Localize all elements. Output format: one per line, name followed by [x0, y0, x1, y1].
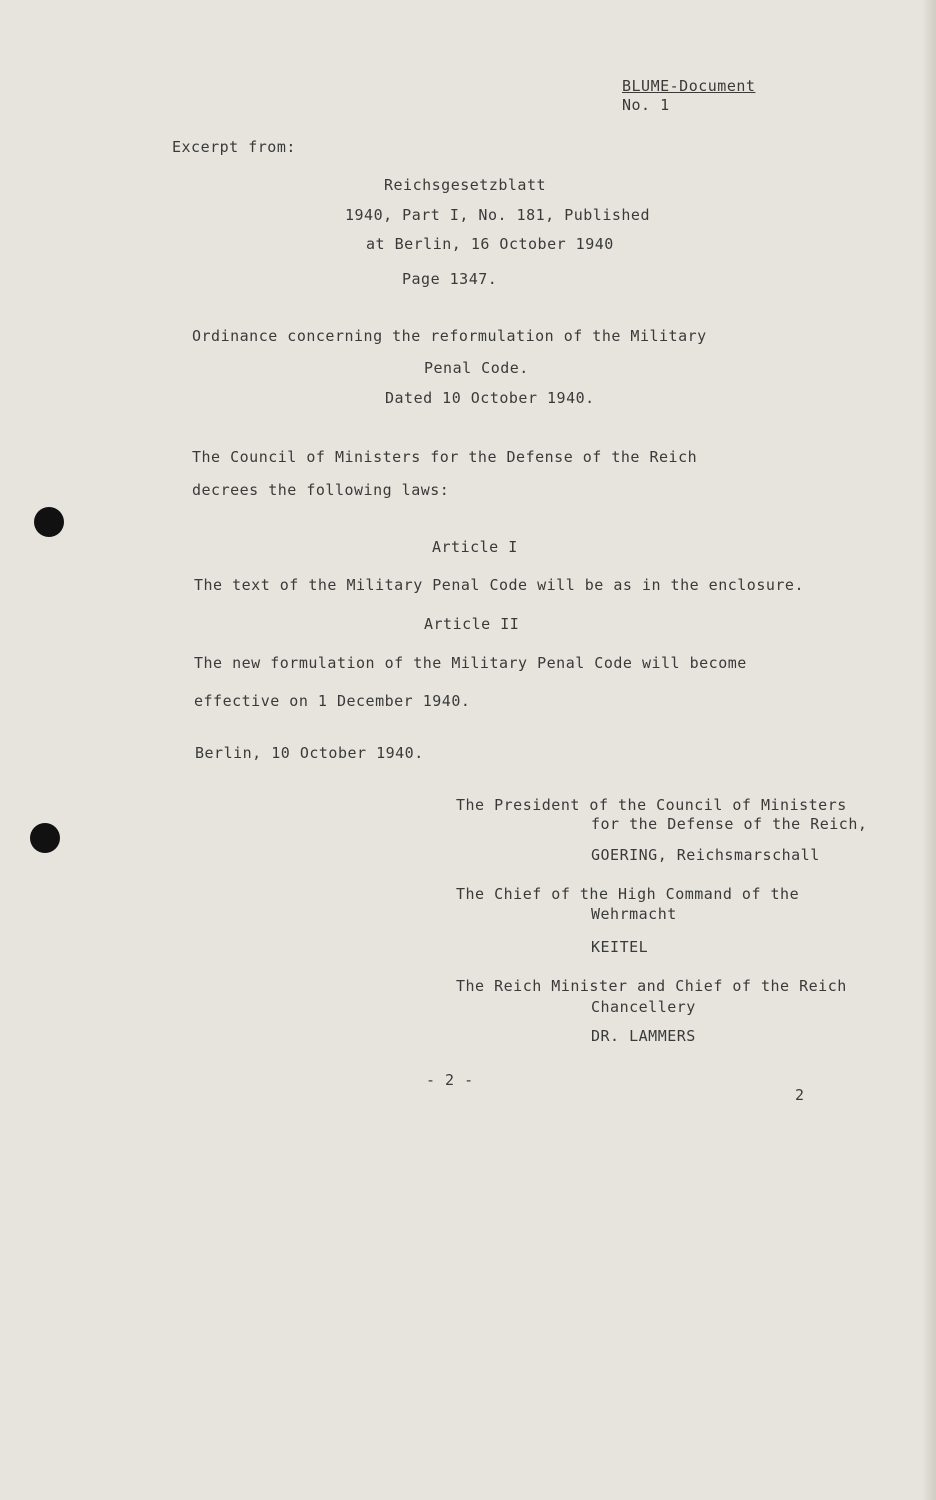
article-2-line-2: effective on 1 December 1940.: [194, 692, 471, 710]
ordinance-title: Ordinance concerning the reformulation of the Military: [192, 327, 707, 345]
signature-3-title-cont: Chancellery: [591, 998, 696, 1016]
page-marker: - 2 -: [426, 1071, 474, 1089]
page-edge-shadow: [922, 0, 936, 1500]
signature-2-title: The Chief of the High Command of the: [456, 885, 800, 903]
punch-hole-bottom: [30, 823, 60, 853]
place-date: Berlin, 10 October 1940.: [195, 744, 424, 762]
document-id: BLUME-Document: [622, 77, 756, 95]
signature-3-title: The Reich Minister and Chief of the Reich: [456, 977, 847, 995]
punch-hole-top: [34, 507, 64, 537]
ordinance-title-cont: Penal Code.: [424, 359, 529, 377]
signature-2-name: KEITEL: [591, 938, 649, 956]
preamble-line-1: The Council of Ministers for the Defense of the Reich: [192, 448, 698, 466]
signature-3-name: DR. LAMMERS: [591, 1027, 696, 1045]
article-1-text: The text of the Military Penal Code will be as in the enclosure.: [194, 576, 804, 594]
signature-1-title-cont: for the Defense of the Reich,: [591, 815, 868, 833]
document-number: No. 1: [622, 96, 670, 114]
article-2-heading: Article II: [424, 615, 520, 633]
ordinance-date: Dated 10 October 1940.: [385, 389, 595, 407]
excerpt-label: Excerpt from:: [172, 138, 296, 156]
source-title: Reichsgesetzblatt: [384, 176, 547, 194]
article-2-line-1: The new formulation of the Military Penal Code will become: [194, 654, 747, 672]
article-1-heading: Article I: [432, 538, 518, 556]
page-number: 2: [795, 1086, 805, 1104]
signature-1-name: GOERING, Reichsmarschall: [591, 846, 820, 864]
preamble-line-2: decrees the following laws:: [192, 481, 450, 499]
signature-1-title: The President of the Council of Ministers: [456, 796, 847, 814]
signature-2-title-cont: Wehrmacht: [591, 905, 677, 923]
source-published: at Berlin, 16 October 1940: [366, 235, 614, 253]
source-part: 1940, Part I, No. 181, Published: [345, 206, 650, 224]
source-page: Page 1347.: [402, 270, 498, 288]
